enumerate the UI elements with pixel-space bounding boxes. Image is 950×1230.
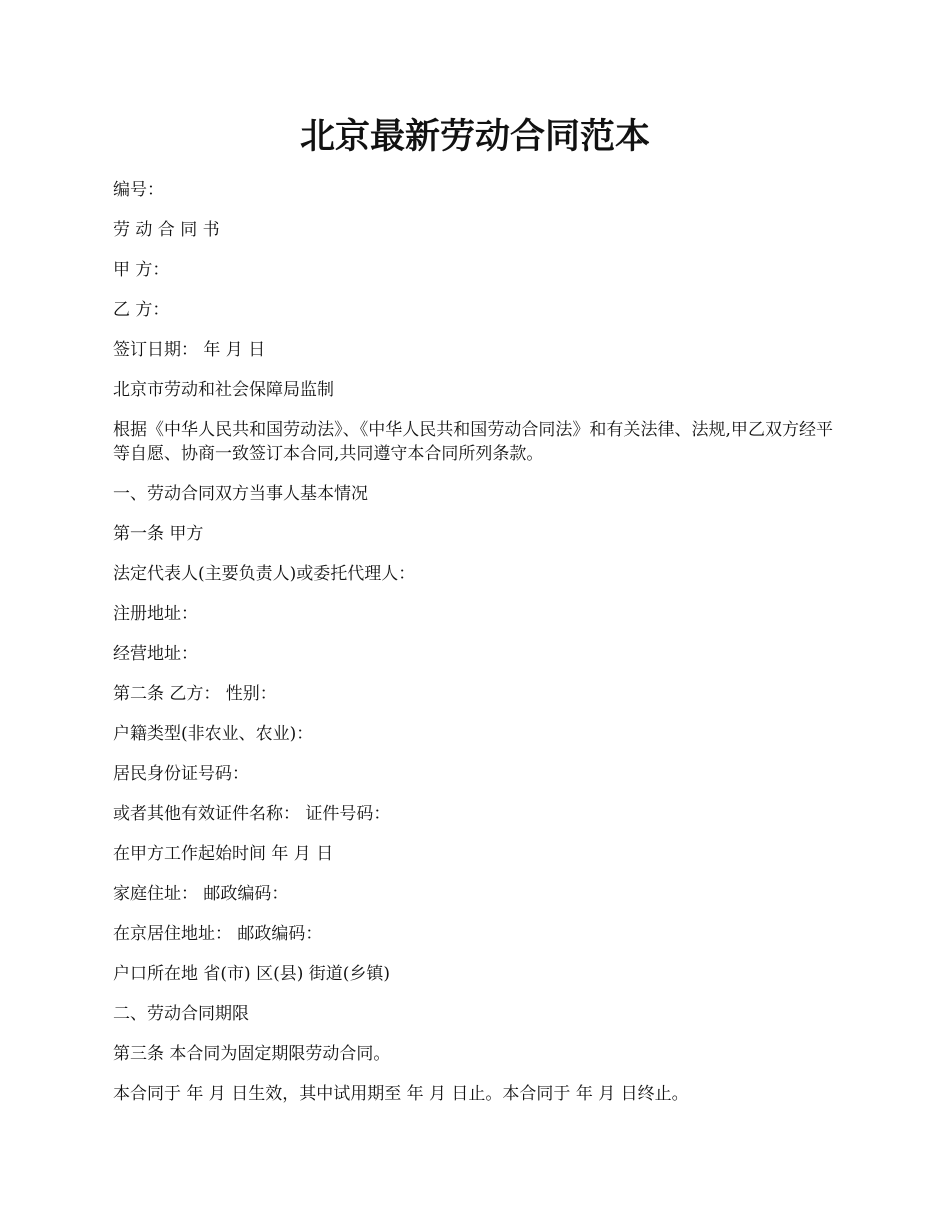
- id-number-line: 居民身份证号码：: [113, 764, 249, 784]
- party-b-line: 乙 方：: [113, 300, 170, 320]
- other-id-line: 或者其他有效证件名称： 证件号码：: [113, 804, 391, 824]
- signing-date-line: 签订日期： 年 月 日: [113, 340, 266, 360]
- article-one-line: 第一条 甲方: [113, 524, 204, 544]
- household-type-line: 户籍类型(非农业、农业)：: [113, 724, 314, 744]
- contract-term-line: 本合同于 年 月 日生效，其中试用期至 年 月 日止。本合同于 年 月 日终止。: [113, 1084, 689, 1104]
- legal-representative-line: 法定代表人(主要负责人)或委托代理人：: [113, 564, 416, 584]
- document-body: [113, 178, 833, 1122]
- hukou-location-line: 户口所在地 省(市) 区(县) 街道(乡镇): [113, 964, 391, 984]
- contract-number-line: 编号：: [113, 180, 164, 200]
- document-title: 北京最新劳动合同范本: [299, 116, 650, 157]
- business-address-line: 经营地址：: [113, 644, 198, 664]
- contract-book-heading: 劳 动 合 同 书: [113, 220, 220, 240]
- start-date-line: 在甲方工作起始时间 年 月 日: [113, 844, 334, 864]
- section-one-heading: 一、劳动合同双方当事人基本情况: [113, 484, 368, 504]
- supervisor-line: 北京市劳动和社会保障局监制: [113, 380, 334, 400]
- party-a-line: 甲 方：: [113, 260, 170, 280]
- home-address-line: 家庭住址： 邮政编码：: [113, 884, 289, 904]
- preamble-paragraph: 根据《中华人民共和国劳动法》、《中华人民共和国劳动合同法》和有关法律、法规,甲乙双方经平等自愿、协商一致签订本合同,共同遵守本合同所列条款。: [113, 420, 833, 464]
- beijing-address-line: 在京居住地址： 邮政编码：: [113, 924, 323, 944]
- section-two-heading: 二、劳动合同期限: [113, 1004, 249, 1024]
- article-three-line: 第三条 本合同为固定期限劳动合同。: [113, 1044, 391, 1064]
- article-two-line: 第二条 乙方： 性别：: [113, 684, 277, 704]
- registered-address-line: 注册地址：: [113, 604, 198, 624]
